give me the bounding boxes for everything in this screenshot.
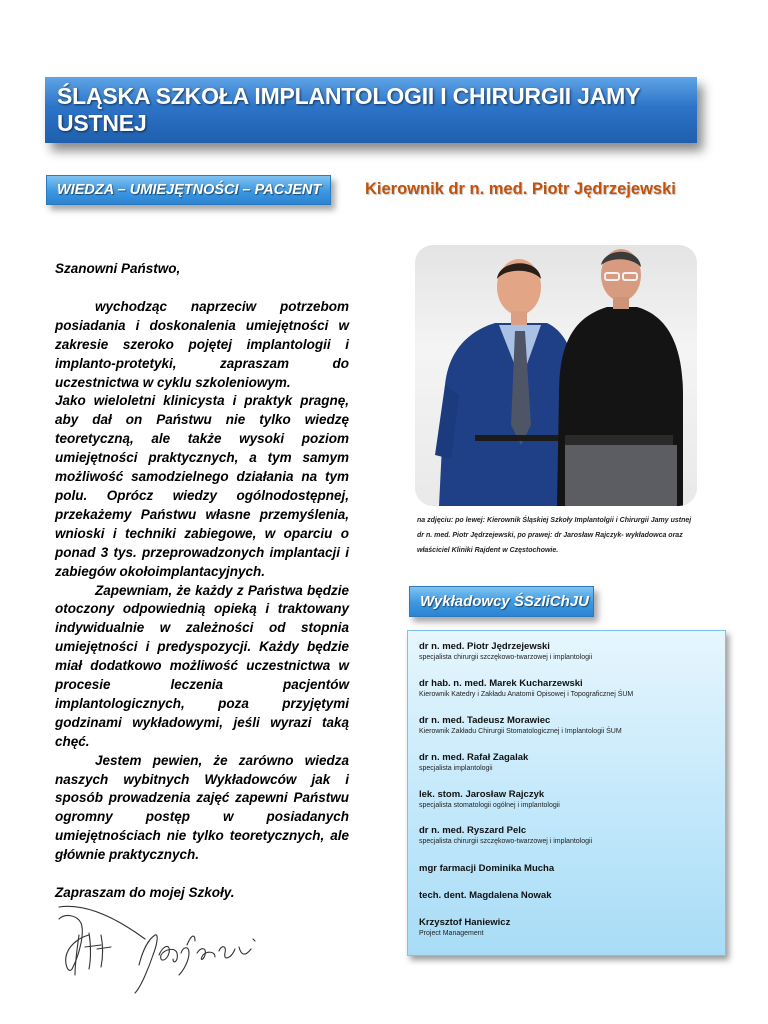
lecturer-item bbox=[419, 825, 592, 845]
lecturer-item bbox=[419, 917, 510, 937]
lecturers-photo bbox=[415, 245, 697, 506]
lecturers-heading: Wykładowcy ŚSzIiChJU bbox=[420, 593, 589, 610]
lecturer-description: specjalista chirurgii szczękowo-twarzowej i implantologii bbox=[419, 838, 593, 845]
lecturer-description: specjalista stomatologii ogólnej i implantologii bbox=[419, 802, 560, 809]
lecturer-item bbox=[419, 752, 528, 772]
lecturer-name: dr hab. n. med. Marek Kucharzewski bbox=[419, 678, 583, 689]
welcome-letter bbox=[55, 260, 349, 903]
lecturer-description: Project Management bbox=[419, 930, 484, 937]
letter-paragraph: Jestem pewien, że zarówno wiedza naszych wybitnych Wykładowców jak i sposób prowadzenia zajęć zapewni Państwu ogromny postęp w posiadanych umiejętnościach nie tylko teoretycznych, ale głównie praktycznych. bbox=[55, 752, 349, 863]
director-heading: Kierownik dr n. med. Piotr Jędrzejewski bbox=[365, 180, 676, 198]
letter-paragraph: wychodząc naprzeciw potrzebom posiadania i doskonalenia umiejętności w zakresie szeroko pojętej implantologii i implanto-protetyki, zapraszam do uczestnictwa w cyklu szkoleniowym. bbox=[55, 298, 349, 390]
lecturer-item bbox=[419, 890, 552, 901]
lecturer-item bbox=[419, 678, 633, 698]
caption-line: na zdjęciu: po lewej: Kierownik Śląskiej Szkoły Implantolgii i Chirurgii Jamy ustnej bbox=[417, 517, 692, 524]
lecturer-name: Krzysztof Haniewicz bbox=[419, 917, 511, 928]
handwritten-signature bbox=[55, 905, 265, 995]
lecturer-name: dr n. med. Piotr Jędrzejewski bbox=[419, 641, 550, 652]
caption-line: właściciel Kliniki Rajdent w Częstochowie. bbox=[417, 547, 559, 554]
motto-text: WIEDZA – UMIEJĘTNOŚCI – PACJENT bbox=[57, 182, 322, 198]
lecturer-name: dr n. med. Rafał Zagalak bbox=[419, 752, 529, 763]
letter-closing: Zapraszam do mojej Szkoły. bbox=[55, 885, 235, 901]
lecturers-list bbox=[407, 630, 726, 956]
lecturer-name: tech. dent. Magdalena Nowak bbox=[419, 890, 552, 901]
page-title: ŚLĄSKA SZKOŁA IMPLANTOLOGII I CHIRURGII JAMY USTNEJ bbox=[57, 83, 640, 136]
lecturer-item bbox=[419, 641, 592, 661]
title-banner bbox=[45, 77, 697, 143]
letter-paragraph: Jako wieloletni klinicysta i praktyk pragnę, aby dał on Państwu nie tylko wiedzę teoretyczną, ale także wysoki poziom umiejętności praktycznych, a tym samym możliwość samodzielnego działania na tym polu. Oprócz wiedzy ogólnodostępnej, przekażemy Państwu własne przemyślenia, wnioski i techniki zabiegowe, w oparciu o ponad 3 tys. przeprowadzonych implantacji i zabiegów okołoimplantacyjnych. bbox=[55, 393, 349, 579]
lecturer-description: Kierownik Katedry i Zakładu Anatomii Opisowej i Topograficznej ŚUM bbox=[419, 691, 634, 698]
lecturer-name: dr n. med. Tadeusz Morawiec bbox=[419, 715, 551, 726]
photo-frame bbox=[415, 245, 697, 506]
lecturer-item bbox=[419, 863, 554, 874]
lecturer-description: specjalista implantologii bbox=[419, 765, 493, 772]
lecturer-description: specjalista chirurgii szczękowo-twarzowej i implantologii bbox=[419, 654, 593, 661]
letter-paragraph: Zapewniam, że każdy z Państwa będzie otoczony odpowiednią opieką i traktowany indywidualnie w zależności od stopnia umiejętności i predyspozycji. Każdy będzie miał dodatkowo możliwość uczestnictwa w procesie leczenia pacjentów implantologicznych, poza przyjętymi godzinami wykładowymi, jeśli wyrazi taką chęć. bbox=[55, 582, 349, 749]
lecturers-tag bbox=[409, 586, 594, 617]
caption-line: dr n. med. Piotr Jędrzejewski, po prawej: dr Jarosław Rajczyk- wykładowca oraz bbox=[417, 532, 683, 539]
lecturer-name: lek. stom. Jarosław Rajczyk bbox=[419, 789, 545, 800]
lecturer-description: Kierownik Zakładu Chirurgii Stomatologicznej i Implantologii ŚUM bbox=[419, 728, 622, 735]
person-right-figure bbox=[557, 249, 683, 506]
photo-caption bbox=[417, 513, 707, 558]
lecturer-item bbox=[419, 715, 622, 735]
lecturer-name: dr n. med. Ryszard Pelc bbox=[419, 825, 527, 836]
letter-salutation: Szanowni Państwo, bbox=[55, 261, 181, 276]
lecturer-name: mgr farmacji Dominika Mucha bbox=[419, 863, 555, 874]
motto-tag bbox=[46, 175, 331, 205]
lecturer-item bbox=[419, 789, 560, 809]
